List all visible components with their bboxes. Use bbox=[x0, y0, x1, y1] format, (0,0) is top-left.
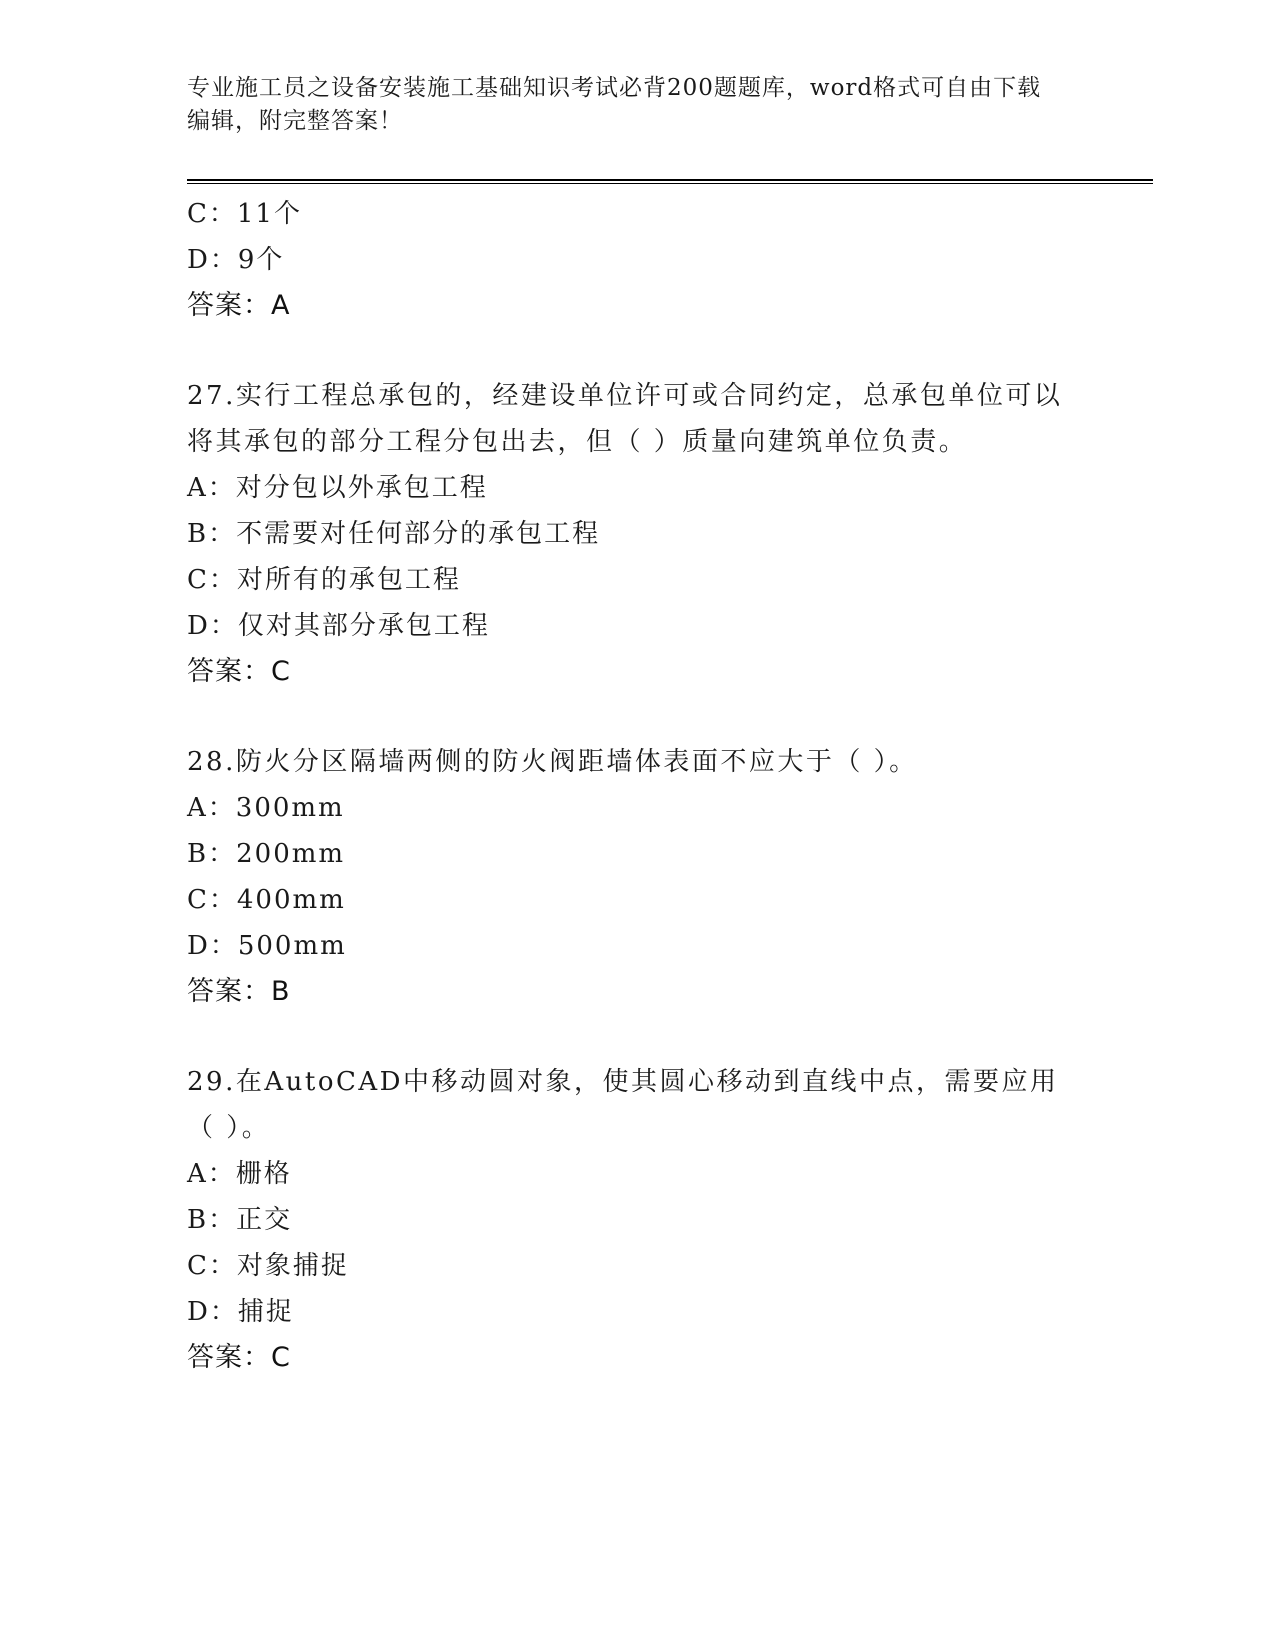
header-divider bbox=[187, 179, 1153, 184]
spacer bbox=[187, 1015, 1087, 1059]
answer-line: 答案：C bbox=[187, 656, 291, 687]
option-c: C：400mm bbox=[187, 885, 346, 915]
spacer bbox=[187, 695, 1087, 739]
question-title: 28.防火分区隔墙两侧的防火阀距墙体表面不应大于（ ）。 bbox=[187, 747, 918, 777]
header-title-line-2: 编辑，附完整答案！ bbox=[187, 108, 403, 134]
question-29 bbox=[187, 1059, 1087, 1381]
question-28 bbox=[187, 739, 1087, 1015]
question-27 bbox=[187, 373, 1087, 695]
option-b: B：正交 bbox=[187, 1205, 293, 1235]
answer-line: 答案：A bbox=[187, 290, 291, 321]
option-b: B：不需要对任何部分的承包工程 bbox=[187, 519, 601, 549]
answer-line: 答案：B bbox=[187, 976, 291, 1007]
option-d: D：500mm bbox=[187, 931, 347, 961]
option-a: A：栅格 bbox=[187, 1159, 292, 1189]
header-title-line-1: 专业施工员之设备安装施工基础知识考试必背200题题库，word格式可自由下载 bbox=[187, 75, 1042, 101]
spacer bbox=[187, 329, 1087, 373]
option-d: D：仅对其部分承包工程 bbox=[187, 611, 490, 641]
option-b: B：200mm bbox=[187, 839, 346, 869]
answer-line: 答案：C bbox=[187, 1342, 291, 1373]
question-title: 29.在AutoCAD中移动圆对象，使其圆心移动到直线中点，需要应用（ ）。 bbox=[187, 1067, 1059, 1143]
option-c: C：对所有的承包工程 bbox=[187, 565, 461, 595]
document-body bbox=[187, 191, 1087, 1381]
question-title: 27.实行工程总承包的，经建设单位许可或合同约定，总承包单位可以将其承包的部分工程分包出去，但（ ）质量向建筑单位负责。 bbox=[187, 381, 1063, 457]
option-d: D：捕捉 bbox=[187, 1297, 294, 1327]
question-26-continued bbox=[187, 191, 1087, 329]
document-header bbox=[187, 72, 1067, 138]
option-a: A：300mm bbox=[187, 793, 345, 823]
option-d: D：9个 bbox=[187, 245, 285, 275]
option-a: A：对分包以外承包工程 bbox=[187, 473, 488, 503]
option-c: C：11个 bbox=[187, 199, 302, 229]
option-c: C：对象捕捉 bbox=[187, 1251, 349, 1281]
